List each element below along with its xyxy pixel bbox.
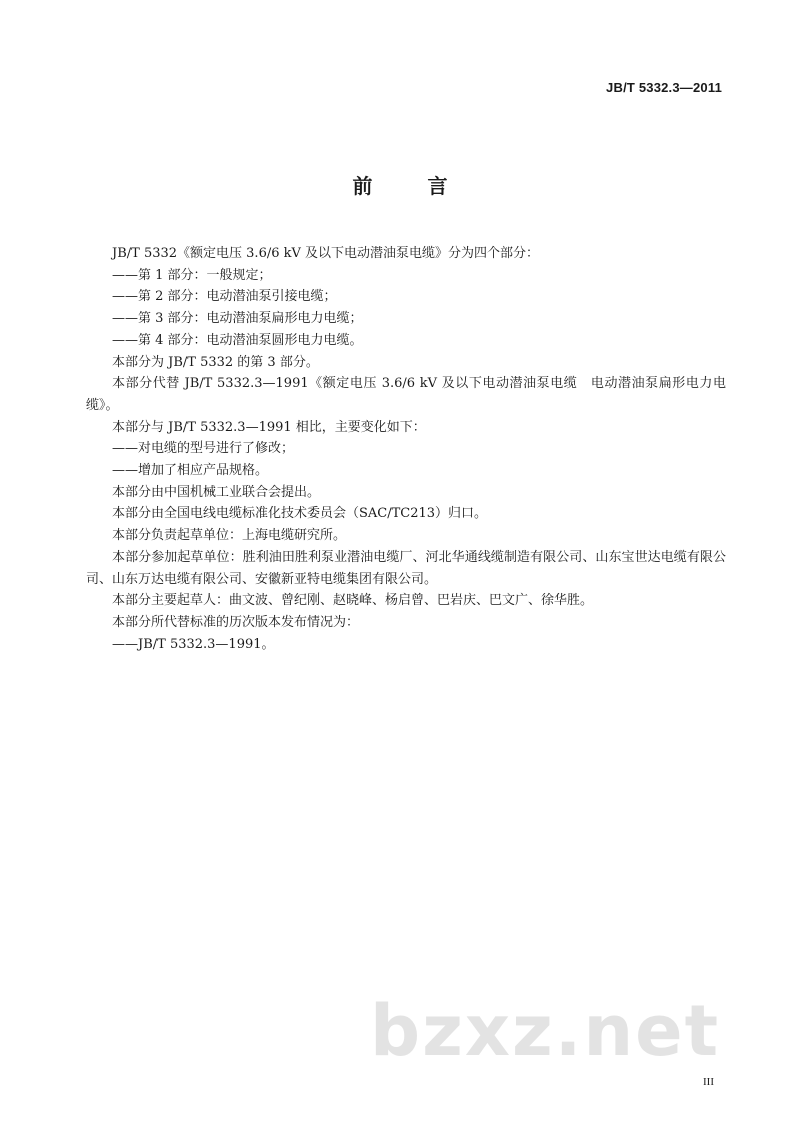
list-item: ——第 3 部分：电动潜油泵扁形电力电缆； [112,311,363,327]
paragraph: JB/T 5332《额定电压 3.6/6 kV 及以下电动潜油泵电缆》分为四个部分： [112,246,540,261]
paragraph: 本部分主要起草人：曲文波、曾纪刚、赵晓峰、杨启曾、巴岩庆、巴文广、徐华胜。 [112,593,594,609]
page-title: 前 言 [352,174,472,198]
paragraph: 本部分参加起草单位：胜利油田胜利泵业潜油电缆厂、河北华通线缆制造有限公司、山东宝世达电缆有限公司、山东万达电缆有限公司、安徽新亚特电缆集团有限公司。 [86,549,726,587]
list-item: ——第 2 部分：电动潜油泵引接电缆； [112,289,337,305]
paragraph: 本部分为 JB/T 5332 的第 3 部分。 [112,354,319,370]
paragraph: 本部分代替 JB/T 5332.3—1991《额定电压 3.6/6 kV 及以下电动潜油泵电缆 电动潜油泵扁形电力电缆》。 [86,376,726,413]
paragraph: 本部分由中国机械工业联合会提出。 [112,484,321,500]
list-item: ——第 1 部分：一般规定； [112,267,272,283]
page-number: III [703,1076,714,1088]
watermark: bzxz.net [370,990,721,1072]
list-item: ——对电缆的型号进行了修改； [112,441,295,457]
list-item: ——JB/T 5332.3—1991。 [112,636,275,652]
list-item: ——增加了相应产品规格。 [112,463,269,479]
paragraph: 本部分与 JB/T 5332.3—1991 相比，主要变化如下： [112,419,426,435]
standard-code: JB/T 5332.3—2011 [606,80,722,95]
list-item: ——第 4 部分：电动潜油泵圆形电力电缆。 [112,332,363,348]
paragraph: 本部分所代替标准的历次版本发布情况为： [112,614,360,630]
foreword-body [86,243,726,655]
paragraph: 本部分负责起草单位：上海电缆研究所。 [112,528,347,544]
paragraph: 本部分由全国电线电缆标准化技术委员会（SAC/TC213）归口。 [112,506,488,522]
